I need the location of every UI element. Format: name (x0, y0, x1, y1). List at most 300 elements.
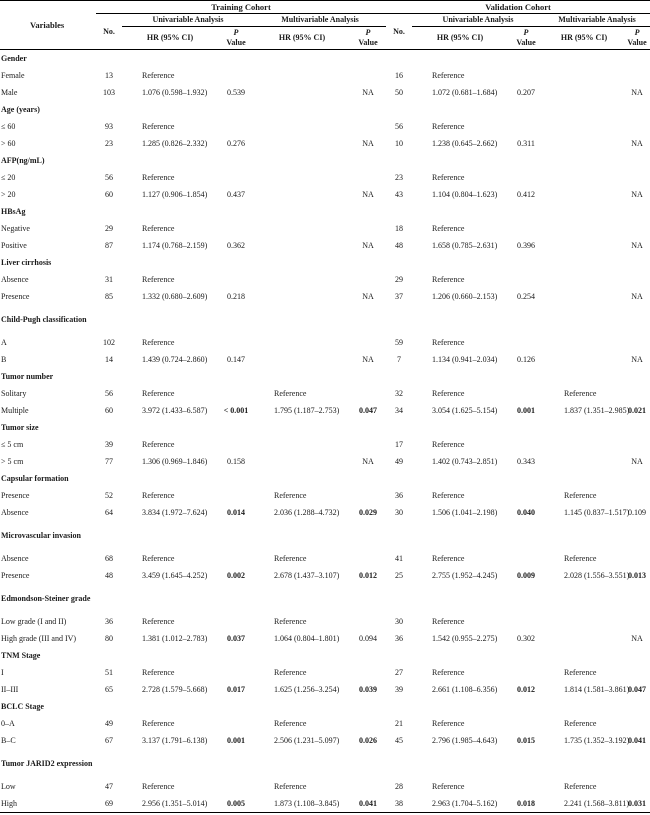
cell-t-mp: 0.047 (359, 405, 377, 415)
empty-cell (386, 419, 412, 436)
cell-v-up (508, 385, 544, 402)
cell-v-up: 0.015 (517, 735, 535, 745)
cell-t-up (218, 67, 254, 84)
empty-cell (218, 698, 254, 715)
empty-cell (624, 152, 650, 169)
category-label: High grade (III and IV) (1, 633, 77, 643)
cell-t-no: 14 (105, 354, 113, 364)
cell-v-up: 0.412 (517, 189, 535, 199)
empty-cell (508, 419, 544, 436)
variable-group-title: Tumor size (1, 422, 39, 432)
cell-v-mp (624, 487, 650, 504)
empty-cell (96, 254, 122, 271)
empty-cell (122, 470, 218, 487)
cell-v-uhr: Reference (432, 490, 465, 500)
cell-t-uhr: 1.332 (0.680–2.609) (142, 291, 208, 301)
cell-v-no: 30 (395, 507, 403, 517)
cell-t-mp (350, 778, 386, 795)
cell-v-uhr: Reference (432, 781, 465, 791)
validation-multivariable-header: Multivariable Analysis (544, 14, 650, 27)
empty-cell (544, 254, 624, 271)
empty-cell (96, 470, 122, 487)
cell-v-mhr (544, 630, 624, 647)
empty-cell (508, 152, 544, 169)
category-label: ≤ 5 cm (1, 439, 24, 449)
cell-t-uhr: 1.439 (0.724–2.860) (142, 354, 208, 364)
cell-v-up: 0.207 (517, 87, 535, 97)
empty-cell (544, 749, 624, 778)
cell-t-up (218, 385, 254, 402)
cell-v-no: 34 (395, 405, 403, 415)
cell-t-uhr: Reference (142, 223, 175, 233)
empty-cell (386, 521, 412, 550)
empty-cell (544, 647, 624, 664)
cell-v-mp: NA (631, 633, 643, 643)
cell-v-mp: 0.109 (628, 507, 647, 517)
cell-v-mp (624, 271, 650, 288)
table-row (0, 436, 650, 453)
training-multi-p-header: P Value (350, 27, 386, 50)
variable-group-title: Age (years) (1, 104, 40, 114)
cell-v-up (508, 334, 544, 351)
cell-v-no: 29 (395, 274, 403, 284)
cell-v-mhr: 1.735 (1.352–3.192) (564, 735, 630, 745)
empty-cell (386, 749, 412, 778)
variable-group-row (0, 50, 650, 68)
cell-v-up (508, 613, 544, 630)
empty-cell (350, 419, 386, 436)
table-row (0, 385, 650, 402)
empty-cell (254, 50, 350, 68)
cell-v-uhr: 1.658 (0.785–2.631) (432, 240, 498, 250)
cell-v-up (508, 169, 544, 186)
cell-t-no: 68 (105, 553, 113, 563)
cell-v-no: 32 (395, 388, 403, 398)
cell-v-up (508, 778, 544, 795)
cell-t-up (218, 169, 254, 186)
cell-t-mp (350, 715, 386, 732)
cell-t-uhr: 1.076 (0.598–1.932) (142, 87, 208, 97)
cell-t-no: 64 (105, 507, 113, 517)
cell-v-mp: NA (631, 456, 643, 466)
empty-cell (544, 584, 624, 613)
empty-cell (624, 419, 650, 436)
variable-group-title: Child-Pugh classification (1, 315, 87, 324)
table-row (0, 715, 650, 732)
cell-t-uhr: 1.306 (0.969–1.846) (142, 456, 208, 466)
variable-group-row (0, 419, 650, 436)
cell-t-no: 48 (105, 570, 113, 580)
cell-t-mhr: 2.506 (1.231–5.097) (274, 735, 340, 745)
cell-t-mhr (254, 237, 350, 254)
variable-group-row (0, 203, 650, 220)
table-row (0, 237, 650, 254)
cell-t-uhr: Reference (142, 667, 175, 677)
cell-t-uhr: 1.127 (0.906–1.854) (142, 189, 208, 199)
variable-group-row (0, 368, 650, 385)
empty-cell (218, 203, 254, 220)
cell-v-no: 49 (395, 456, 403, 466)
cell-t-up: < 0.001 (223, 405, 249, 415)
cell-v-mhr: 2.241 (1.568–3.811) (544, 795, 624, 813)
cell-t-uhr: Reference (142, 70, 175, 80)
cell-t-uhr: 1.285 (0.826–2.332) (142, 138, 208, 148)
empty-cell (96, 698, 122, 715)
cell-v-up: 0.040 (517, 507, 535, 517)
cell-t-mp: 0.094 (359, 633, 377, 643)
table-row (0, 732, 650, 749)
cell-t-mp (350, 436, 386, 453)
cell-t-up: 0.539 (227, 87, 245, 97)
cell-v-no: 16 (395, 70, 403, 80)
empty-cell (412, 152, 508, 169)
cell-t-no: 52 (105, 490, 113, 500)
table-row (0, 271, 650, 288)
cell-v-uhr: 1.206 (0.660–2.153) (432, 291, 498, 301)
training-multivariable-header: Multivariable Analysis (254, 14, 386, 27)
empty-cell (544, 152, 624, 169)
cell-t-up (218, 271, 254, 288)
empty-cell (544, 470, 624, 487)
empty-cell (544, 50, 624, 68)
cell-t-mp (350, 613, 386, 630)
empty-cell (96, 305, 122, 334)
training-multi-hr-header: HR (95% CI) (254, 27, 350, 50)
cell-t-mhr: 2.036 (1.288–4.732) (274, 507, 340, 517)
empty-cell (624, 305, 650, 334)
cell-v-uhr: 1.238 (0.645–2.662) (432, 138, 498, 148)
cell-t-mhr: Reference (274, 718, 307, 728)
cell-v-mp (624, 664, 650, 681)
variable-group-title: Microvascular invasion (1, 531, 81, 540)
cell-t-mhr (254, 220, 350, 237)
variable-group-row (0, 101, 650, 118)
empty-cell (254, 368, 350, 385)
cell-v-mp: 0.041 (628, 735, 647, 745)
empty-cell (386, 50, 412, 68)
empty-cell (350, 101, 386, 118)
cell-v-mhr (544, 334, 624, 351)
cell-t-uhr: Reference (142, 337, 175, 347)
validation-uni-hr-header: HR (95% CI) (412, 27, 508, 50)
cell-t-mhr: Reference (274, 553, 307, 563)
cell-t-up: 0.147 (227, 354, 245, 364)
empty-cell (96, 152, 122, 169)
cell-v-mhr (544, 453, 624, 470)
empty-cell (386, 368, 412, 385)
cell-t-no: 102 (103, 337, 115, 347)
cell-t-uhr: 3.459 (1.645–4.252) (142, 570, 208, 580)
empty-cell (412, 749, 508, 778)
empty-cell (254, 305, 350, 334)
cell-t-mp: 0.039 (359, 684, 377, 694)
category-label: ≤ 60 (1, 121, 16, 131)
cell-t-no: 39 (105, 439, 113, 449)
cell-v-mhr: 1.814 (1.581–3.861) (564, 684, 630, 694)
cell-t-uhr: 1.174 (0.768–2.159) (142, 240, 208, 250)
empty-cell (96, 749, 122, 778)
cell-t-up (218, 613, 254, 630)
cell-v-mhr: Reference (564, 781, 597, 791)
cell-t-no: 87 (105, 240, 113, 250)
empty-cell (122, 101, 218, 118)
cell-v-up (508, 487, 544, 504)
empty-cell (122, 50, 218, 68)
empty-cell (508, 647, 544, 664)
empty-cell (544, 521, 624, 550)
cell-t-mp (350, 550, 386, 567)
empty-cell (624, 521, 650, 550)
category-label: Presence (1, 570, 30, 580)
cell-v-up (508, 220, 544, 237)
category-label: Low (1, 781, 16, 791)
cell-v-uhr: Reference (432, 667, 465, 677)
variable-group-title: BCLC Stage (1, 701, 44, 711)
cell-t-mhr: 2.678 (1.437–3.107) (274, 570, 340, 580)
cell-t-mhr: Reference (274, 616, 307, 626)
cell-v-uhr: Reference (432, 223, 465, 233)
cell-v-mp: NA (631, 354, 643, 364)
variable-group-title: HBsAg (1, 206, 26, 216)
cell-t-up: 0.218 (227, 291, 245, 301)
training-uni-hr-header: HR (95% CI) (122, 27, 218, 50)
cell-t-uhr: Reference (142, 781, 175, 791)
cell-v-uhr: 1.134 (0.941–2.034) (432, 354, 498, 364)
table-row (0, 664, 650, 681)
cell-t-no: 80 (105, 633, 113, 643)
table-row (0, 630, 650, 647)
cell-v-no: 18 (395, 223, 403, 233)
cell-t-mhr (254, 84, 350, 101)
empty-cell (386, 152, 412, 169)
cell-t-mhr (254, 186, 350, 203)
empty-cell (350, 521, 386, 550)
table-row (0, 118, 650, 135)
cell-t-mhr: Reference (274, 388, 307, 398)
variable-group-title: Gender (1, 53, 27, 63)
cell-t-mp: NA (362, 138, 374, 148)
cell-v-uhr: Reference (432, 274, 465, 284)
table-row (0, 220, 650, 237)
cell-t-mp (350, 271, 386, 288)
empty-cell (350, 749, 386, 778)
empty-cell (96, 50, 122, 68)
empty-cell (412, 470, 508, 487)
cell-v-mp: NA (631, 291, 643, 301)
empty-cell (508, 254, 544, 271)
cell-t-no: 93 (105, 121, 113, 131)
cell-v-mhr (544, 118, 624, 135)
table-row (0, 453, 650, 470)
cell-t-mhr (254, 334, 350, 351)
empty-cell (508, 584, 544, 613)
cell-v-no: 30 (395, 616, 403, 626)
table-row (0, 681, 650, 698)
validation-multi-hr-header: HR (95% CI) (544, 27, 624, 50)
empty-cell (96, 647, 122, 664)
training-uni-p-header: P Value (218, 27, 254, 50)
empty-cell (254, 101, 350, 118)
category-label: Female (1, 70, 25, 80)
empty-cell (218, 152, 254, 169)
cell-t-mhr (254, 351, 350, 368)
validation-cohort-header: Validation Cohort (386, 1, 650, 14)
category-label: Absence (1, 507, 29, 517)
variable-group-title: Edmondson-Steiner grade (1, 594, 91, 603)
cell-v-mp: 0.021 (628, 405, 647, 415)
cell-v-uhr: 2.661 (1.108–6.356) (432, 684, 498, 694)
table-row (0, 351, 650, 368)
table-row (0, 169, 650, 186)
empty-cell (350, 470, 386, 487)
cell-v-mhr (544, 237, 624, 254)
cell-t-mp: 0.029 (359, 507, 377, 517)
cell-v-uhr: Reference (432, 388, 465, 398)
empty-cell (544, 698, 624, 715)
empty-cell (508, 203, 544, 220)
cell-v-mhr: 2.028 (1.556–3.551) (564, 570, 630, 580)
validation-multi-p-header: P Value (624, 27, 650, 50)
cell-v-no: 36 (395, 633, 403, 643)
empty-cell (624, 254, 650, 271)
empty-cell (386, 203, 412, 220)
cell-t-up (218, 715, 254, 732)
variable-group-row (0, 584, 650, 613)
cell-v-up: 0.126 (517, 354, 535, 364)
table-header (0, 1, 650, 50)
empty-cell (624, 368, 650, 385)
empty-cell (386, 305, 412, 334)
cell-v-no: 50 (395, 87, 403, 97)
cell-v-mp (624, 169, 650, 186)
cell-t-mp: NA (362, 456, 374, 466)
empty-cell (624, 470, 650, 487)
cell-v-mhr (544, 135, 624, 152)
cell-v-mhr (544, 220, 624, 237)
category-label: > 20 (1, 189, 16, 199)
cell-v-up: 0.302 (517, 633, 535, 643)
table-row (0, 487, 650, 504)
cell-v-mhr (544, 67, 624, 84)
category-label: Absence (1, 553, 29, 563)
cell-t-no: 36 (105, 616, 113, 626)
cell-v-no: 21 (395, 718, 403, 728)
category-label: > 60 (1, 138, 16, 148)
cell-t-no: 103 (103, 87, 115, 97)
cell-t-mhr (254, 271, 350, 288)
empty-cell (254, 749, 350, 778)
empty-cell (544, 419, 624, 436)
cell-t-mhr (254, 436, 350, 453)
cell-v-no: 7 (397, 354, 401, 364)
empty-cell (218, 647, 254, 664)
cell-t-mp (350, 334, 386, 351)
cell-t-no: 56 (105, 172, 113, 182)
cell-t-mp (350, 385, 386, 402)
cell-v-mp: NA (631, 138, 643, 148)
cell-t-no: 85 (105, 291, 113, 301)
empty-cell (254, 254, 350, 271)
cell-t-up: 0.037 (227, 633, 245, 643)
table-row (0, 67, 650, 84)
empty-cell (96, 584, 122, 613)
cell-v-up: 0.396 (517, 240, 535, 250)
empty-cell (122, 521, 218, 550)
cell-t-up: 0.362 (227, 240, 245, 250)
cell-t-mp (350, 118, 386, 135)
cell-t-up: 0.017 (227, 684, 245, 694)
empty-cell (544, 305, 624, 334)
cell-v-uhr: Reference (432, 121, 465, 131)
cell-v-mhr (544, 436, 624, 453)
table-row (0, 402, 650, 419)
cell-t-up (218, 487, 254, 504)
cell-t-mhr: 1.795 (1.187–2.753) (274, 405, 340, 415)
cell-v-up (508, 664, 544, 681)
cell-t-uhr: Reference (142, 274, 175, 284)
cell-v-no: 45 (395, 735, 403, 745)
empty-cell (508, 101, 544, 118)
cell-t-mhr: Reference (274, 490, 307, 500)
cell-v-mp (624, 334, 650, 351)
cell-t-up: 0.001 (227, 735, 245, 745)
cell-t-mp (350, 169, 386, 186)
empty-cell (624, 698, 650, 715)
empty-cell (254, 698, 350, 715)
validation-univariable-header: Univariable Analysis (412, 14, 544, 27)
cell-t-mp: NA (362, 240, 374, 250)
category-label: High (0, 795, 96, 813)
empty-cell (218, 101, 254, 118)
cell-v-mhr: 1.837 (1.351–2.985) (564, 405, 630, 415)
empty-cell (350, 305, 386, 334)
category-label: Presence (1, 291, 30, 301)
cell-t-no: 29 (105, 223, 113, 233)
cell-v-uhr: 3.054 (1.625–5.154) (432, 405, 498, 415)
cell-v-uhr: Reference (432, 70, 465, 80)
empty-cell (122, 203, 218, 220)
cell-t-no: 67 (105, 735, 113, 745)
variables-header: Variables (0, 1, 96, 50)
cell-v-up: 0.311 (517, 138, 535, 148)
cell-t-uhr: Reference (142, 718, 175, 728)
cell-t-no: 65 (105, 684, 113, 694)
empty-cell (122, 419, 218, 436)
empty-cell (122, 584, 218, 613)
empty-cell (386, 254, 412, 271)
empty-cell (254, 584, 350, 613)
cell-v-uhr: 1.104 (0.804–1.623) (432, 189, 498, 199)
training-univariable-header: Univariable Analysis (122, 14, 254, 27)
cell-v-no: 56 (395, 121, 403, 131)
cell-v-uhr: Reference (432, 616, 465, 626)
variable-group-title: Liver cirrhosis (1, 257, 52, 267)
cell-t-no: 56 (105, 388, 113, 398)
cell-v-uhr: 1.542 (0.955–2.275) (432, 633, 498, 643)
cell-v-mp (624, 118, 650, 135)
empty-cell (350, 698, 386, 715)
cell-t-uhr: Reference (142, 553, 175, 563)
cell-t-up: 0.002 (227, 570, 245, 580)
cell-v-uhr: 1.402 (0.743–2.851) (432, 456, 498, 466)
cell-t-mhr: 1.625 (1.256–3.254) (274, 684, 340, 694)
empty-cell (624, 50, 650, 68)
category-label: Negative (1, 223, 30, 233)
cell-v-uhr: 1.072 (0.681–1.684) (432, 87, 498, 97)
cell-v-no: 48 (395, 240, 403, 250)
empty-cell (508, 50, 544, 68)
category-label: > 5 cm (1, 456, 24, 466)
